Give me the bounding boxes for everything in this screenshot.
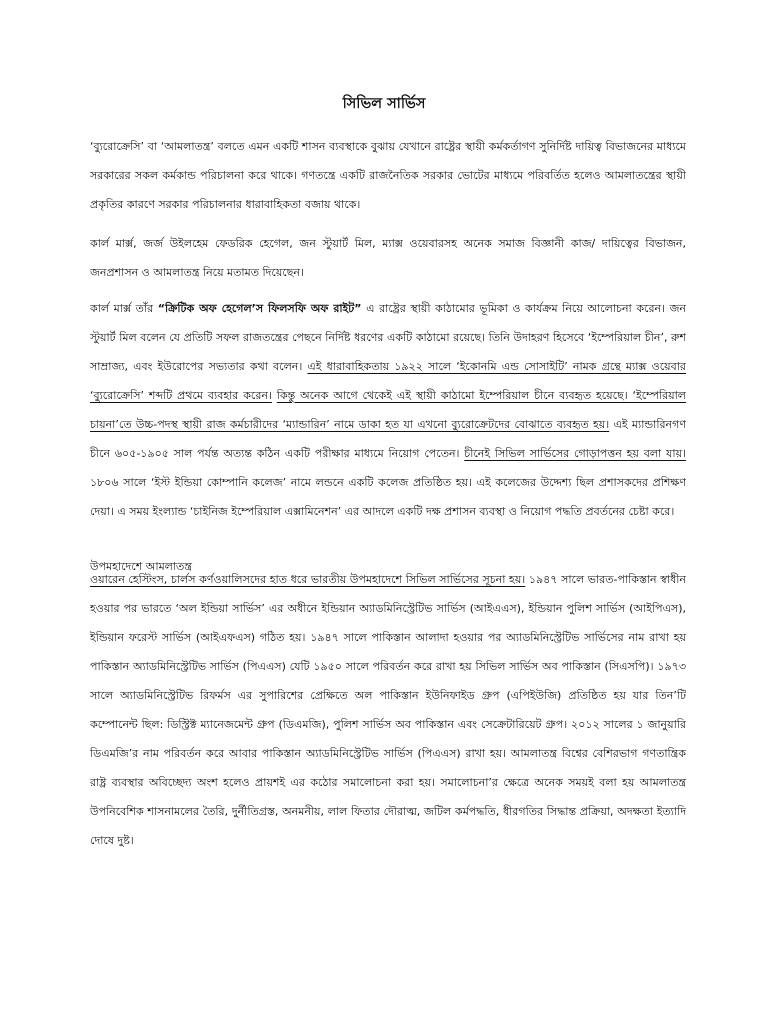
history-text-5: ১৮০৬ সালে ‘ইস্ট ইন্ডিয়া কোম্পানি কলেজ’ নামে লন্ডনে একটি কলেজ প্রতিষ্ঠিত হয়। এই কলেজের উদ্দেশ্য ছিল প্রশাসকদের প্রশিক্ষণ দেয়া। এ সময় ইংল্যান্ড ‘চাইনিজ ইম্পেরিয়াল এক্সামিনেশন’ এর আদলে একটি দক্ষ প্রশাসন ব্যবস্থা ও নিয়োগ পদ্ধতি প্রবর্তনের চেষ্টা করে। [90, 476, 686, 518]
underlined-weber: এই ধারাবাহিকতায় ১৯২২ সালে ‘ইকোনমি এন্ড সোসাইটি’ নামক গ্রন্থে ম্যাক্স ওয়েবার ‘ব্যুরোক্রেসি’ শব্দটি প্রথমে ব্যবহার করেন। [90, 360, 686, 402]
paragraph-definition: ‘ব্যুরোক্রেসি’ বা ‘আমলাতন্ত্র’ বলতে এমন একটি শাসন ব্যবস্থাকে বুঝায় যেখানে রাষ্ট্রের স্থায়ী কর্মকর্তাগণ সুনির্দিষ্ট দায়িত্ব বিভাজনের মাধ্যমে সরকারের সকল কর্মকান্ড পরিচালনা করে থাকে। গণতন্ত্রে একটি রাজনৈতিক সরকার ভোটের মাধ্যমে পরিবর্তিত হলেও আমলাতন্ত্রের স্থায়ী প্রকৃতির কারণে সরকার পরিচালনার ধারাবাহিকতা বজায় থাকে। [90, 140, 686, 211]
history-text-4: এই ম্যান্ডারিনগণ চীনে ৬০৫-১৯০৫ সাল পর্যন্ত অত্যন্ত কঠিন একটি পরীক্ষার মাধ্যমে নিয়োগ পেতেন। [90, 418, 686, 460]
history-text-2: এ রাষ্ট্রের স্থায়ী কাঠামোর ভূমিকা ও কার্যক্রম নিয়ে আলোচনা করেন। জন স্টুয়ার্ট মিল বলেন যে প্রতিটি সফল রাজতন্ত্রের পেছনে নির্দিষ্ট ধরণের একটি কাঠামো রয়েছে। তিনি উদাহরণ হিসেবে ‘ইম্পেরিয়াল চীন’, রুশ সাম্রাজ্য, এবং ইউরোপের সভ্যতার কথা বলেন। [90, 302, 686, 373]
underlined-mandarin: কিন্তু অনেক আগে থেকেই এই স্থায়ী কাঠামো ইম্পেরিয়াল চীনে ব্যবহৃত হয়েছে। ‘ইম্পেরিয়াল চায়না’তে উচ্চ-পদস্থ স্থায়ী রাজ কর্মচারীদের ‘ম্যান্ডারিন’ নামে ডাকা হত যা এখনো ব্যুরোক্রেটদের বোঝাতে ব্যবহৃত হয়। [90, 389, 687, 431]
paragraph-thinkers: কার্ল মার্ক্স, জর্জ উইলহেম ফেডরিক হেগেল, জন স্টুয়ার্ট মিল, ম্যাক্স ওয়েবারসহ অনেক সমাজ বিজ্ঞানী কাজ/ দায়িত্বের বিভাজন, জনপ্রশাসন ও আমলাতন্ত্র নিয়ে মতামত দিয়েছেন। [90, 237, 686, 279]
underlined-china-origin: চীনেই সিভিল সার্ভিসের গোড়াপত্তন হয় বলা যায়। [464, 447, 686, 460]
book-title-bold: “ক্রিটিক অফ হেগেল’স ফিলসফি অফ রাইট” [157, 302, 362, 315]
document-title: সিভিল সার্ভিস [342, 96, 426, 112]
paragraph-subcontinent [90, 565, 686, 855]
subcontinent-heading: উপমহাদেশে আমলাতন্ত্র [90, 560, 192, 573]
paragraph-history [90, 294, 686, 526]
subcontinent-text: ১৯৪৭ সালে ভারত-পাকিস্তান স্বাধীন হওয়ার পর ভারতে ‘অল ইন্ডিয়া সার্ভিস’ এর অধীনে ইন্ডিয়ান অ্যাডমিনিস্ট্রেটিভ সার্ভিস (আইএএস), ইন্ডিয়ান পুলিশ সার্ভিস (আইপিএস), ইন্ডিয়ান ফরেস্ট সার্ভিস (আইএফএস) গঠিত হয়। ১৯৪৭ সালে পাকিস্তান আলাদা হওয়ার পর অ্যাডমিনিস্ট্রেটিভ সার্ভিসের নাম রাখা হয় পাকিস্তান অ্যাডমিনিস্ট্রেটিভ সার্ভিস (পিএএস) যেটি ১৯৫০ সালে পরিবর্তন করে রাখা হয় সিভিল সার্ভিস অব পাকিস্তান (সিএসপি)। ১৯৭৩ সালে অ্যাডমিনিস্ট্রেটিভ রিফর্মস এর সুপারিশের প্রেক্ষিতে অল পাকিস্তান ইউনিফাইড গ্রুপ (এপিইউজি) প্রতিষ্ঠিত হয় যার তিন’টি কম্পোনেন্ট ছিল: ডিস্ট্রিক্ট ম্যানেজমেন্ট গ্রুপ (ডিএমজি), পুলিশ সার্ভিস অব পাকিস্তান এবং সেক্রেটারিয়েট গ্রুপ। ২০১২ সালের ১ জানুয়ারি ডিএমজি’র নাম পরিবর্তন করে আবার পাকিস্তান অ্যাডমিনিস্ট্রেটিভ সার্ভিস (পিএএস) রাখা হয়। আমলাতন্ত্র বিশ্বের বেশিরভাগ গণতান্ত্রিক রাষ্ট্র ব্যবস্থার অবিচ্ছেদ্য অংশ হলেও প্রায়শই এর কঠোর সমালোচনা করা হয়। সমালোচনা’র ক্ষেত্রে অনেক সময়ই বলা হয় আমলাতন্ত্র উপনিবেশিক শাসনামলের তৈরি, দুর্নীতিগ্রস্ত, অনমনীয়, লাল ফিতার দৌরাত্ম, জটিল কর্মপদ্ধতি, ধীরগতির সিদ্ধান্ত প্রক্রিয়া, অদক্ষতা ইত্যাদি দোষে দুষ্ট। [90, 573, 687, 847]
underlined-hastings: ওয়ারেন হেস্টিংস, চার্লস কর্ণওয়ালিসদের হাত ধরে ভারতীয় উপমহাদেশে সিভিল সার্ভিসের সূচনা হয়। [90, 573, 526, 586]
history-text-1: কার্ল মার্ক্স তাঁর [90, 302, 158, 315]
